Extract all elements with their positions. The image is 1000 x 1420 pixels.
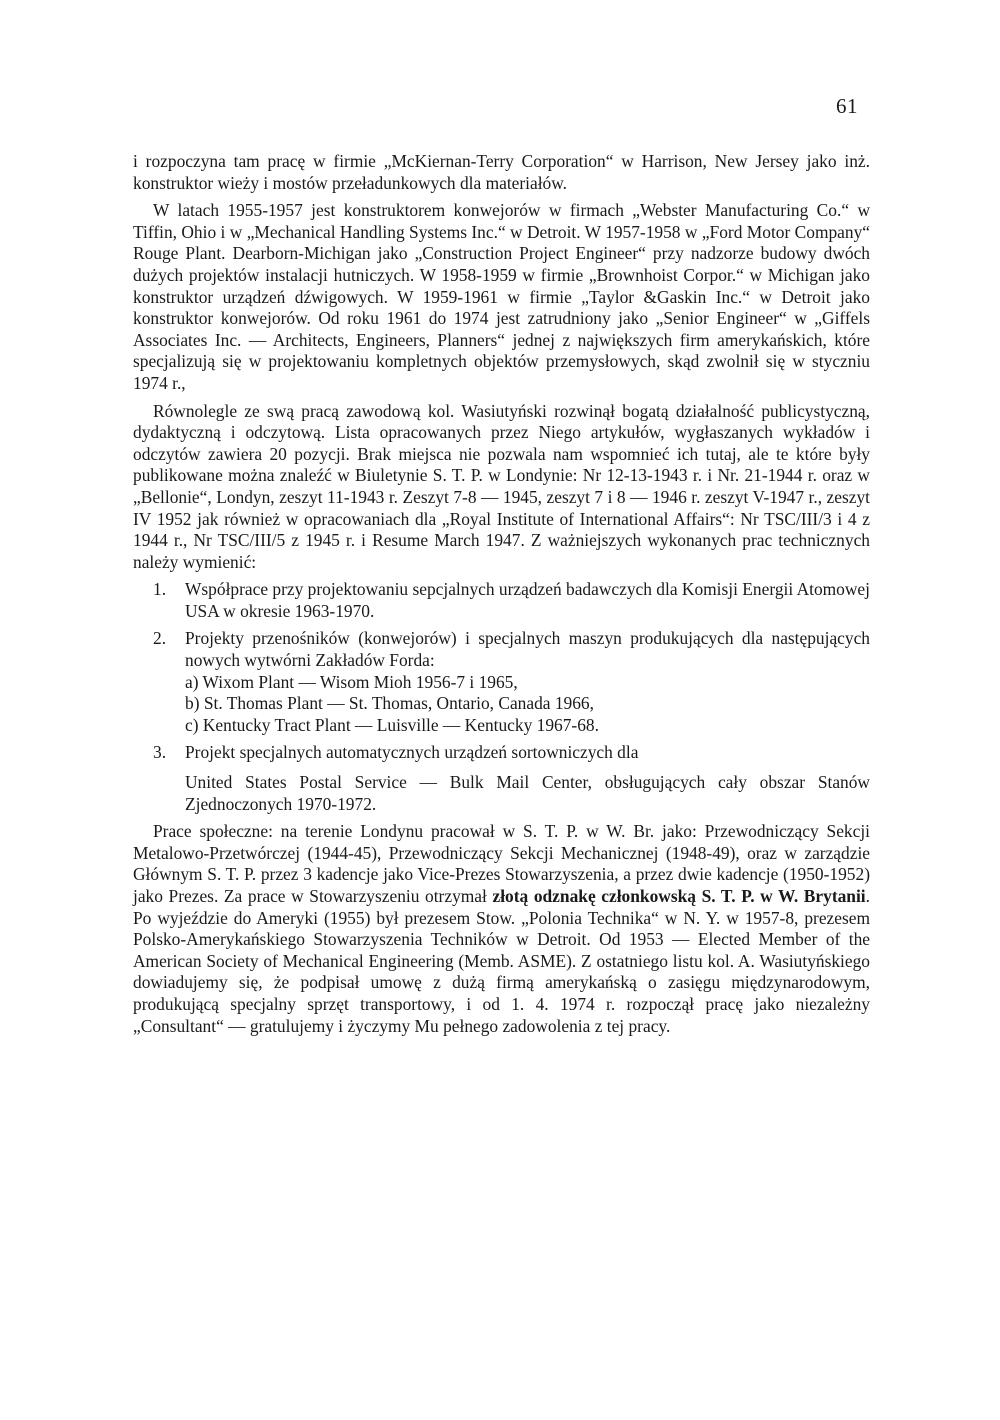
list-item-text-first-line: Projekt specjalnych automatycznych urządzeń sortowniczych dla bbox=[185, 742, 639, 763]
list-item-number: 1. bbox=[153, 579, 167, 600]
paragraph-social-work bbox=[133, 821, 870, 1037]
paragraph-career: W latach 1955-1957 jest konstruktorem konwejorów w firmach „Webster Manufacturing Co.“ w Tiffin, Ohio i w „Mechanical Handling Systems Inc.“ w Detroit. W 1957-1958 w „Ford Motor Company“ Rouge Plant. Dearborn-Michigan jako „Construction Project Engineer“ przy nadzorze budowy dwóch dużych projektów instalacji hutniczych. W 1958-1959 w firmie „Brownhoist Corpor.“ w Michigan jako konstruktor urządzeń dźwigowych. W 1959-1961 w firmie „Taylor &Gaskin Inc.“ w Detroit jako konstruktor konwejorów. Od roku 1961 do 1974 jest zatrudniony jako „Senior Engineer“ w „Giffels Associates Inc. — Architects, Engineers, Planners“ jednej z największych firm amerykańskich, które specjalizują się w projektowaniu kompletnych objektów przemysłowych, skąd zwolnił się w styczniu 1974 r., bbox=[133, 200, 870, 393]
paragraph-social-work-start: Prace społeczne: na terenie Londynu pracował w S. T. P. w W. Br. jako: Przewodniczący Sekcji Metalowo-Przetwórczej (1944-45), Przewodniczący Sekcji Mechanicznej (1948-49), oraz w zarządzie Głównym S. T. P. przez 3 kadencje jako Vice-Prezes Stowarzyszenia, a przez dwie kadencje (1950-1952) jako Prezes. Za prace w Stowarzyszeniu otrzymał bbox=[133, 821, 870, 906]
technical-works-list bbox=[133, 579, 870, 815]
list-item bbox=[133, 628, 870, 736]
paragraph-social-work-end: . Po wyjeździe do Ameryki (1955) był prezesem Stow. „Polonia Technika“ w N. Y. w 1957-8, prezesem Polsko-Amerykańskiego Stowarzyszenia Techników w Detroit. Od 1953 — Elected Member of the American Society of Mechanical Engineering (Memb. ASME). Z ostatniego listu kol. A. Wasiutyńskiego dowiadujemy się, że podpisał umowę z dużą firmą amerykańską o zasięgu międzynarodowym, produkującą specjalny sprzęt transportowy, i od 1. 4. 1974 r. rozpoczął pracę jako niezależny „Consultant“ — gratulujemy i życzymy Mu pełnego zadowolenia z tej pracy. bbox=[133, 886, 870, 1036]
list-item bbox=[133, 579, 870, 622]
list-item-text: Projekty przenośników (konwejorów) i specjalnych maszyn produkujących dla następujących nowych wytwórni Zakładów Forda: bbox=[185, 628, 870, 671]
list-item-text-continuation: United States Postal Service — Bulk Mail Center, obsługujących cały obszar Stanów Zjednoczonych 1970-1972. bbox=[185, 772, 870, 814]
list-item-text: Współprace przy projektowaniu sepcjalnych urządzeń badawczych dla Komisji Energii Atomowej USA w okresie 1963-1970. bbox=[185, 579, 870, 621]
paragraph-publications: Równolegle ze swą pracą zawodową kol. Wasiutyński rozwinął bogatą działalność publicystyczną, dydaktyczną i odczytową. Lista opracowanych przez Niego artykułów, wygłaszanych wykładów i odczytów zawiera 20 pozycji. Brak miejsca nie pozwala nam wspomnieć ich tutaj, ale te które były publikowane można znaleźć w Biuletynie S. T. P. w Londynie: Nr 12-13-1943 r. i Nr. 21-1944 r. oraz w „Bellonie“, Londyn, zeszyt 11-1943 r. Zeszyt 7-8 — 1945, zeszyt 7 i 8 — 1946 r. zeszyt V-1947 r., zeszyt IV 1952 jak również w opracowaniach dla „Royal Institute of International Affairs“: Nr TSC/III/3 i 4 z 1944 r., Nr TSC/III/5 z 1945 r. i Resume March 1947. Z ważniejszych wykonanych prac technicznych należy wymienić: bbox=[133, 400, 870, 572]
award-text: złotą odznakę członkowską S. T. P. w W. Brytanii bbox=[492, 886, 866, 906]
list-item-number: 3. bbox=[153, 742, 167, 763]
paragraph-mckiernan: i rozpoczyna tam pracę w firmie „McKiernan-Terry Corporation“ w Harrison, New Jersey jako inż. konstruktor wieży i mostów przeładunkowych dla materiałów. bbox=[133, 151, 870, 193]
list-item-number: 2. bbox=[153, 628, 167, 649]
sub-list-item: a) Wixom Plant — Wisom Mioh 1956-7 i 1965, bbox=[185, 671, 518, 692]
ford-plants-sublist bbox=[185, 672, 870, 737]
page-number: 61 bbox=[836, 94, 858, 118]
sub-list-item: c) Kentucky Tract Plant — Luisville — Kentucky 1967-68. bbox=[185, 714, 599, 735]
sub-list-item: b) St. Thomas Plant — St. Thomas, Ontario, Canada 1966, bbox=[185, 693, 594, 714]
document-body bbox=[133, 151, 870, 1037]
list-item bbox=[133, 742, 870, 815]
